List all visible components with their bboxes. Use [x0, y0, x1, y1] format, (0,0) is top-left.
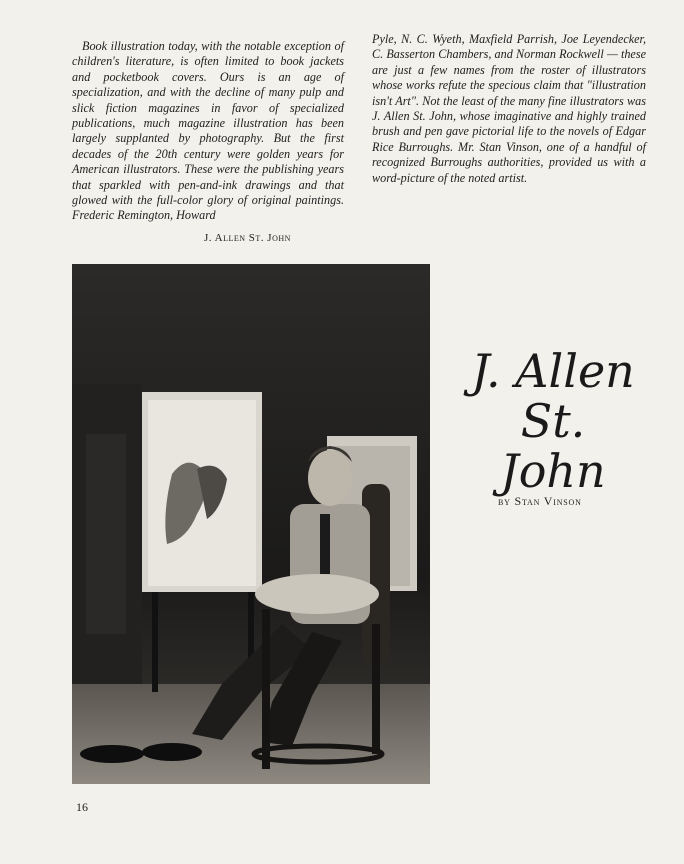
article-right-text: Pyle, N. C. Wyeth, Maxfield Parrish, Joe Leyendecker, C. Basserton Chambers, and Norman Rockwell — these are just a few names from the roster of illustrators whose works refute the specious claim that "illustration isn't Art". Not the least of the many fine illustrators was J. Allen St. John, whose imaginative and highly trained brush and pen gave pictorial life to the novels of Edgar Rice Burroughs. Mr. Stan Vinson, one of a handful of recognized Burroughs authorities, provided us with a word-picture of the noted artist. — [372, 32, 646, 185]
artist-photo-illustration — [72, 264, 430, 784]
article-title — [468, 346, 638, 496]
article-left-column — [72, 39, 344, 224]
photo-caption: J. Allen St. John — [204, 232, 291, 244]
article-left-text: Book illustration today, with the notable exception of children's literature, is often limited to book jackets and pocketbook covers. Ours is an age of specialization, and with the decline of many pulp and slick fiction magazines in favor of specialized publications, much magazine illustration has been largely supplanted by photography. But the first decades of the 20th century were golden years for American illustrators. These were the publishing years that sparkled with pen-and-ink drawings and that glowed with the full-color glory of original paintings. Frederic Remington, Howard — [72, 39, 344, 223]
page-number: 16 — [76, 800, 88, 814]
title-line-2: St. John — [500, 394, 606, 498]
artist-photograph — [72, 264, 430, 784]
article-right-column — [372, 32, 646, 186]
byline: by Stan Vinson — [498, 494, 582, 508]
title-line-1: J. Allen — [471, 344, 635, 398]
